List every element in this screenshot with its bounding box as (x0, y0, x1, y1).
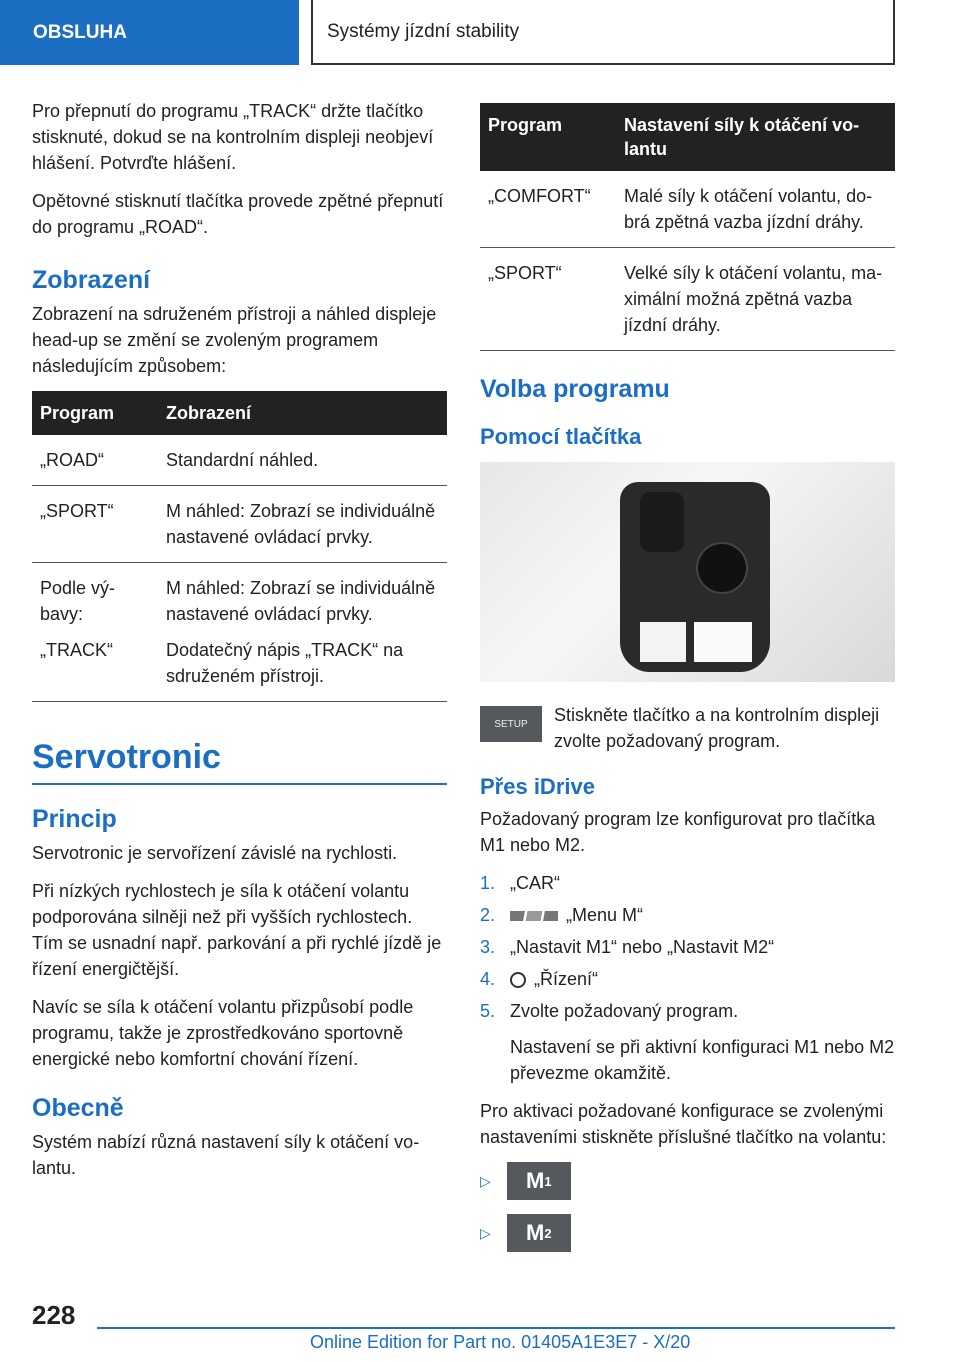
table-cell: Standardní náhled. (158, 435, 447, 486)
list-item (480, 902, 895, 928)
list-item (480, 998, 895, 1024)
setup-instruction (480, 702, 895, 754)
table-cell: Velké síly k otáčení volantu, maximální možná zpětná vazba jízdní dráhy. (616, 248, 895, 351)
list-item (480, 1162, 895, 1200)
console-pad (640, 622, 686, 662)
list-item (480, 966, 895, 992)
m1-letter: M (526, 1168, 545, 1193)
table-row (480, 248, 895, 351)
cell-text: Podle výbavy: (40, 578, 116, 624)
section-tab: OBSLUHA (0, 0, 299, 65)
page-number: 228 (32, 1300, 76, 1330)
console-shape (620, 482, 770, 672)
table-header: Nastavení síly k otáčení volantu (616, 103, 895, 171)
footer-divider (97, 1327, 895, 1329)
cell-text: „TRACK“ (40, 640, 113, 660)
heading-zobrazeni: Zobrazení (32, 266, 151, 294)
idrive-knob (696, 542, 748, 594)
step-text: „Řízení“ (534, 969, 599, 989)
list-item (480, 870, 895, 896)
heading-volba-programu: Volba programu (480, 375, 670, 403)
m2-number: 2 (544, 1225, 552, 1241)
table-cell: „SPORT“ (480, 248, 616, 351)
paragraph: Zobrazení na sdruženém přístroji a náhled displeje head-up se změní se zvoleným programem následujícím způsobem: (32, 304, 437, 376)
m1-button-icon (507, 1162, 571, 1200)
paragraph: Systém nabízí různá nastavení síly k otáčení volantu. (32, 1132, 420, 1178)
paragraph: Požadovaný program lze konfigurovat pro tlačítka M1 nebo M2. (480, 809, 876, 855)
list-item (480, 934, 895, 960)
step-list (480, 870, 895, 1024)
step-text: „Menu M“ (566, 905, 644, 925)
paragraph: Nastavení se při aktivní konfiguraci M1 nebo M2 převezme okamžitě. (510, 1037, 895, 1083)
table-cell: „SPORT“ (32, 486, 158, 563)
table-cell: Malé síly k otáčení volantu, dobrá zpětná vazba jízdní dráhy. (616, 171, 895, 248)
right-column (480, 103, 895, 1266)
m2-letter: M (526, 1220, 545, 1245)
table-header: Program (480, 103, 616, 171)
table-row (480, 171, 895, 248)
steering-table (480, 103, 895, 351)
table-cell: „ROAD“ (32, 435, 158, 486)
step-text: „CAR“ (510, 873, 560, 893)
paragraph: Pro přepnutí do programu „TRACK“ držte tlačítko stisknuté, dokud se na kontrolním displeji neobjeví hlášení. Potvrďte hlášení. (32, 101, 434, 173)
step-text: „Nastavit M1“ nebo „Nastavit M2“ (510, 937, 775, 957)
m-stripes-icon (510, 911, 558, 921)
paragraph: Navíc se síla k otáčení volantu přizpůsobí podle programu, takže je zprostředkováno sportovně energické nebo komfortní chování řízení. (32, 997, 414, 1069)
left-column (32, 98, 447, 1193)
list-item (480, 1214, 895, 1252)
table-cell: „COMFORT“ (480, 171, 616, 248)
step-text: Zvolte požadovaný program. (510, 1001, 739, 1021)
paragraph: Pro aktivaci požadované konfigurace se zvolenými nastaveními stiskněte příslušné tlačítko na volantu: (480, 1101, 887, 1147)
cell-text: M náhled: Zobrazí se individuálně nastavené ovládací prvky. (166, 578, 436, 624)
steering-wheel-icon (510, 972, 526, 988)
step-number: 2. (480, 905, 496, 925)
heading-servotronic: Servotronic (32, 738, 447, 785)
display-table (32, 391, 447, 702)
triangle-bullet-icon: ▷ (480, 1224, 491, 1241)
page-title: Systémy jízdní stability (311, 0, 895, 65)
paragraph: Při nízkých rychlostech je síla k otáčení volantu podporována silněji než při vyšších rychlostech. Tím se usnadní např. parkování a při rychlé jízdě je řízení energičtější. (32, 881, 442, 979)
heading-pres-idrive: Přes iDrive (480, 774, 595, 799)
heading-pomoci-tlacitka: Pomocí tlačítka (480, 424, 642, 449)
table-row (32, 563, 447, 702)
m2-button-icon (507, 1214, 571, 1252)
step-number: 3. (480, 937, 496, 957)
table-row (32, 435, 447, 486)
paragraph: Stiskněte tlačítko a na kontrolním displeji zvolte požadovaný program. (554, 705, 880, 751)
gear-lever (640, 492, 684, 552)
console-pad (694, 622, 752, 662)
footer-edition: Online Edition for Part no. 01405A1E3E7 - X/20 (310, 1332, 691, 1352)
table-header: Program (32, 391, 158, 435)
table-row (32, 486, 447, 563)
paragraph: Servotronic je servořízení závislé na rychlosti. (32, 843, 398, 863)
table-header: Zobrazení (158, 391, 447, 435)
paragraph: Opětovné stisknutí tlačítka provede zpětné přepnutí do programu „ROAD“. (32, 191, 444, 237)
triangle-bullet-icon: ▷ (480, 1172, 491, 1189)
m1-number: 1 (544, 1173, 552, 1189)
setup-button-icon: SETUP (480, 706, 542, 742)
table-cell: M náhled: Zobrazí se individuálně nastavené ovládací prvky. (158, 486, 447, 563)
table-cell (32, 563, 158, 702)
cell-text: Dodatečný nápis „TRACK“ na sdruženém přístroji. (166, 640, 404, 686)
table-cell (158, 563, 447, 702)
center-console-photo (480, 462, 895, 682)
heading-obecne: Obecně (32, 1094, 124, 1122)
step-number: 1. (480, 873, 496, 893)
step-number: 5. (480, 1001, 496, 1021)
step-number: 4. (480, 969, 496, 989)
heading-princip: Princip (32, 805, 117, 833)
